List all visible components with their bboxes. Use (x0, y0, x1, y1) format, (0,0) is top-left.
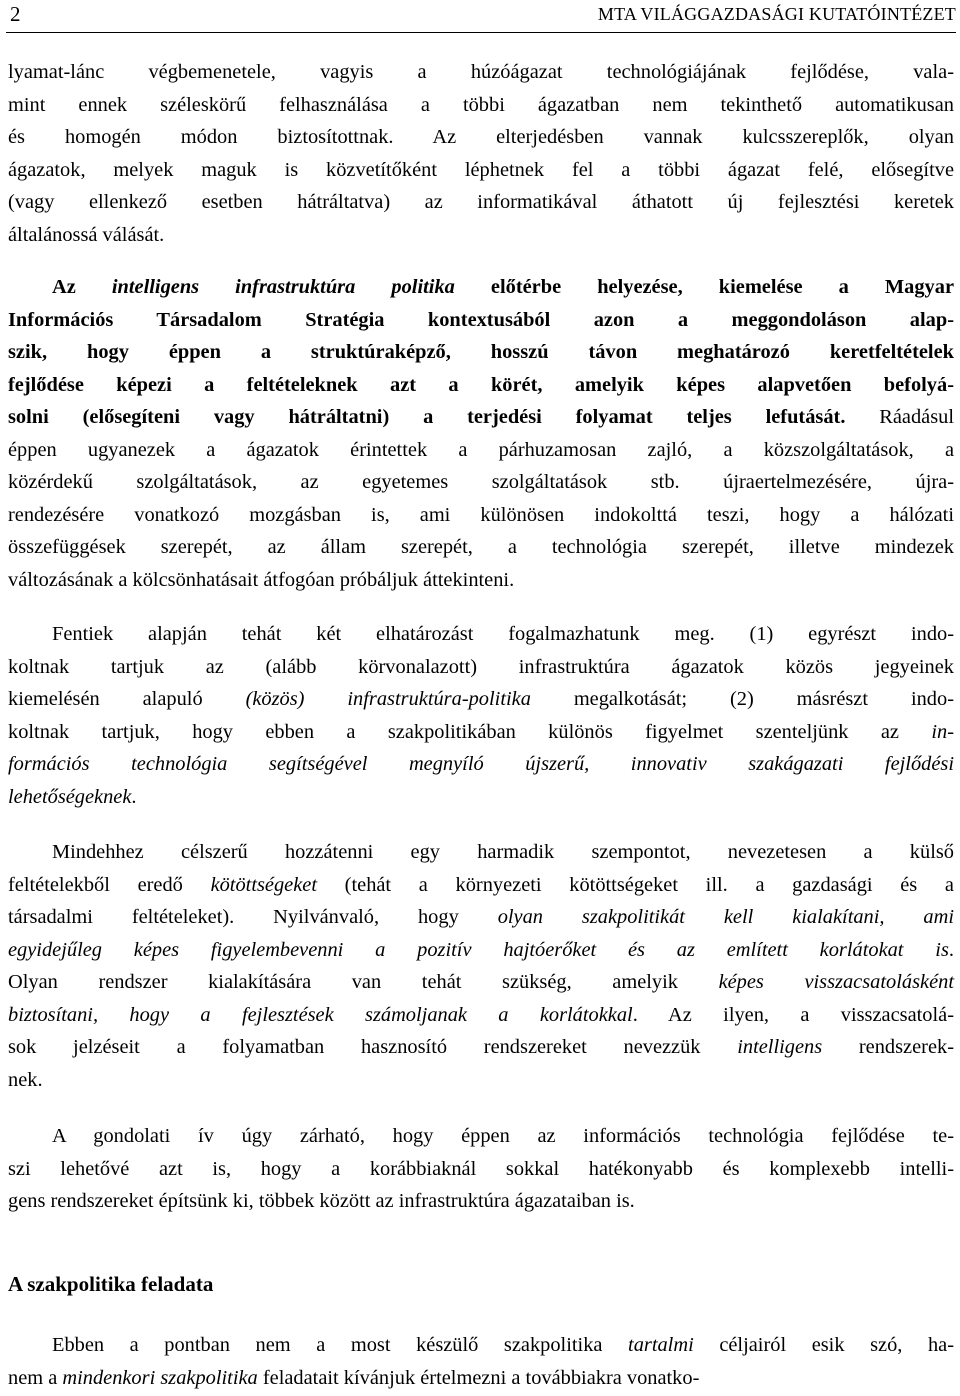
text-run: és homogén módon biztosítottnak. Az elterjedésben vannak kulcsszereplők, olyan (8, 126, 954, 148)
text-run: ágazatok, melyek maguk is közvetítőként léphetnek fel a többi ágazat felé, elősegítve (8, 158, 954, 181)
text-line (8, 89, 954, 122)
text-line (8, 618, 954, 651)
paragraph-3 (8, 618, 954, 813)
text-line (8, 434, 954, 467)
text-run: szik, hogy éppen a struktúraképző, hosszú távon meghatározó keretfeltételek (8, 341, 954, 363)
text-line (8, 121, 954, 154)
text-line (8, 1362, 954, 1395)
text-run: solni (elősegíteni vagy hátráltatni) a terjedési folyamat teljes lefutását. (8, 406, 846, 428)
text-line (8, 1031, 954, 1064)
text-line (8, 369, 954, 402)
text-run: éppen ugyanezek a ágazatok érintettek a párhuzamosan zajló, a közszolgáltatások, a (8, 438, 954, 461)
text-line (8, 499, 954, 532)
page-header (6, 0, 956, 33)
text-run: . (131, 785, 137, 808)
paragraph-2 (8, 271, 954, 596)
page-number: 2 (10, 2, 21, 26)
text-line (8, 651, 954, 684)
text-run: Mindehhez célszerű hozzátenni egy harmadik szempontot, nevezetesen a külső (52, 841, 954, 863)
text-run: feltételekből eredő (8, 873, 211, 896)
text-line (8, 966, 954, 999)
text-line (8, 304, 954, 337)
text-line (8, 748, 954, 781)
paragraph-4 (8, 836, 954, 1096)
text-line (8, 1064, 954, 1097)
text-run: szi lehetővé azt is, hogy a korábbiaknál sokkal hatékonyabb és komplexebb intelli- (8, 1157, 954, 1180)
text-run: . (948, 938, 954, 961)
text-line (8, 781, 954, 814)
text-run: intelligens infrastruktúra politika (111, 276, 455, 298)
text-line (8, 1185, 954, 1218)
text-run: Ráadásul (845, 406, 954, 428)
text-run: gens rendszereket építsünk ki, többek között az infrastruktúra ágazataiban is. (8, 1190, 635, 1212)
text-run: kiemelésén alapuló (8, 688, 246, 710)
text-run: (vagy ellenkező esetben hátráltatva) az informatikával áthatott új fejlesztési keretek (8, 191, 954, 213)
text-line (8, 1120, 954, 1153)
text-line (8, 869, 954, 902)
text-run: (tehát a környezeti kötöttségeket ill. a gazdasági és a (317, 873, 954, 896)
text-line (8, 466, 954, 499)
text-line (8, 186, 954, 219)
text-run: Fentiek alapján tehát két elhatározást fogalmazhatunk meg. (1) egyrészt indo- (52, 623, 954, 645)
text-line (8, 683, 954, 716)
text-run: Információs Társadalom Stratégia kontextusából azon a meggondoláson alap- (8, 308, 954, 331)
text-line (8, 934, 954, 967)
text-line (8, 154, 954, 187)
text-run: . Az ilyen, a visszacsatolá- (632, 1003, 954, 1026)
paragraph-1 (8, 56, 954, 251)
text-run: olyan szakpolitikát kell kialakítani, ami (497, 906, 955, 928)
text-run: közérdekű szolgáltatások, az egyetemes szolgáltatások stb. újraertelmezésére, újra- (8, 471, 954, 493)
text-run: nek. (8, 1068, 43, 1091)
text-line (8, 999, 954, 1032)
text-run: rendezésére vonatkozó mozgásban is, ami különösen indokolttá teszi, hogy a hálózati (8, 503, 954, 526)
text-run: nem a (8, 1366, 63, 1389)
running-head: MTA VILÁGGAZDASÁGI KUTATÓINTÉZET (597, 4, 956, 24)
text-run: rendszerek- (822, 1036, 954, 1058)
text-run: mint ennek széleskörű felhasználása a többi ágazatban nem tekinthető automatikusan (8, 93, 954, 116)
text-line (8, 336, 954, 369)
paragraph-6 (8, 1329, 954, 1394)
text-run: képes visszacsatolásként (718, 971, 954, 993)
paragraph-5 (8, 1120, 954, 1218)
text-run: kötöttségeket (210, 873, 317, 896)
text-run: intelligens (737, 1036, 823, 1058)
text-run: előtérbe helyezése, kiemelése a Magyar (454, 276, 954, 298)
text-run: (közös) infrastruktúra-politika (245, 688, 531, 710)
text-run: Ebben a pontban nem a most készülő szakpolitika (52, 1334, 629, 1356)
text-run: általánossá válását. (8, 223, 165, 246)
text-run: megalkotását; (2) másrészt indo- (530, 688, 954, 710)
text-run: in- (931, 720, 954, 743)
text-line (8, 1153, 954, 1186)
text-line (8, 56, 954, 89)
text-line (8, 1329, 954, 1362)
text-run: formációs technológia segítségével megnyíló újszerű, innovativ szakágazati fejlődési (8, 753, 954, 775)
text-run: céljairól esik szó, ha- (693, 1334, 954, 1356)
text-run: változásának a kölcsönhatásait átfogóan próbáljuk áttekinteni. (8, 568, 515, 591)
text-run: biztosítani, hogy a fejlesztések számoljanak a korlátokkal (8, 1003, 633, 1026)
text-line (8, 836, 954, 869)
text-run: sok jelzéseit a folyamatban hasznosító rendszereket nevezzük (8, 1036, 738, 1058)
text-run: társadalmi feltételeket). Nyilvánvaló, hogy (8, 906, 498, 928)
text-run: Az (52, 276, 112, 298)
text-run: koltnak tartjuk, hogy ebben a szakpolitikában különös figyelmet szenteljünk az (8, 720, 932, 743)
text-line (8, 716, 954, 749)
text-run: Olyan rendszer kialakítására van tehát szükség, amelyik (8, 971, 719, 993)
text-line (8, 219, 954, 252)
text-run: lehetőségeknek (8, 785, 132, 808)
text-line (8, 901, 954, 934)
text-run: koltnak tartjuk az (alább körvonalazott) infrastruktúra ágazatok közös jegyeinek (8, 655, 954, 678)
text-line (8, 401, 954, 434)
text-line (8, 531, 954, 564)
text-line (8, 564, 954, 597)
text-run: fejlődése képezi a feltételeknek azt a körét, amelyik képes alapvetően befolyá- (8, 373, 954, 396)
text-run: lyamat-lánc végbemenetele, vagyis a húzóágazat technológiájának fejlődése, vala- (8, 61, 954, 83)
text-run: feladatait kívánjuk értelmezni a továbbiakra vonatko- (257, 1366, 700, 1389)
section-heading: A szakpolitika feladata (8, 1272, 214, 1296)
text-run: A gondolati ív úgy zárható, hogy éppen az információs technológia fejlődése te- (52, 1125, 954, 1147)
text-run: egyidejűleg képes figyelembevenni a pozitív hajtóerőket és az említett korlátokat is (8, 938, 949, 961)
text-run: összefüggések szerepét, az állam szerepét, a technológia szerepét, illetve mindezek (8, 536, 954, 558)
text-line (8, 271, 954, 304)
text-run: mindenkori szakpolitika (62, 1366, 258, 1389)
text-run: tartalmi (628, 1334, 694, 1356)
